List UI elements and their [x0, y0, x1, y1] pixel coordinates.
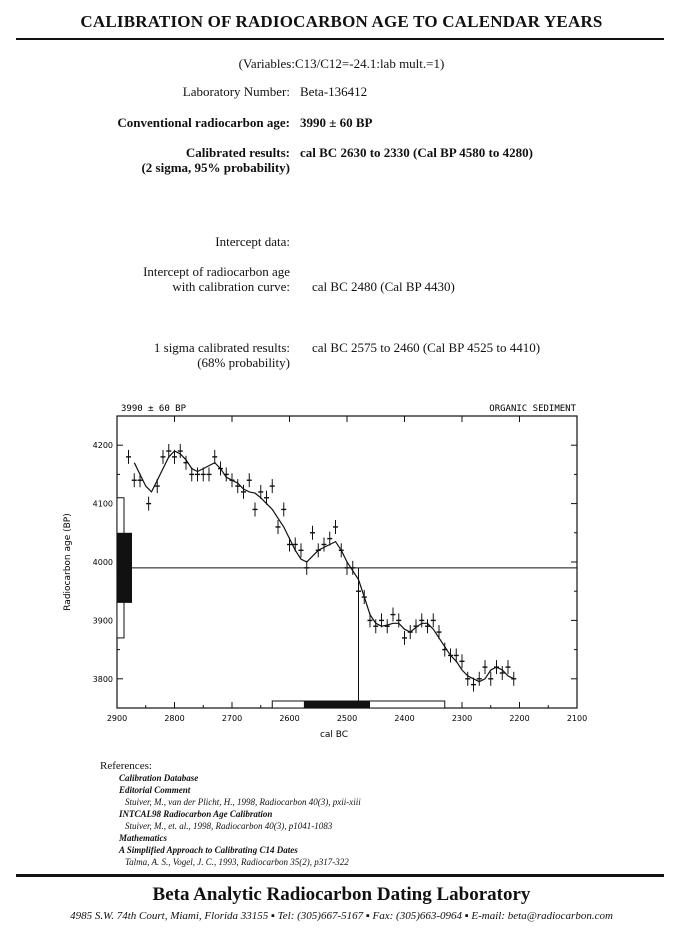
measured-age-line — [117, 568, 577, 708]
x-tick-label: 2900 — [106, 714, 128, 723]
x-tick-label: 2300 — [451, 714, 473, 723]
y-axis-label: Radiocarbon age (BP) — [63, 513, 73, 611]
sigma1-sub: (68% probability) — [197, 355, 290, 370]
page-title: CALIBRATION OF RADIOCARBON AGE TO CALENDAR YEARS — [80, 12, 603, 31]
sigma-bars — [117, 498, 445, 708]
header-rule — [16, 38, 664, 40]
y-tick-label: 4100 — [92, 499, 113, 509]
sigma1-label: 1 sigma calibrated results: — [153, 340, 290, 355]
y-tick-label: 4200 — [92, 441, 113, 451]
calibrated-sub: (2 sigma, 95% probability) — [141, 160, 290, 175]
calibrated-value: cal BC 2630 to 2330 (Cal BP 4580 to 4280) — [300, 145, 533, 160]
intercept-label-1: Intercept of radiocarbon age — [143, 264, 290, 279]
references-heading: References: — [100, 760, 152, 772]
reference-title: INTCAL98 Radiocarbon Age Calibration — [119, 809, 273, 819]
x-tick-label: 2600 — [279, 714, 300, 723]
sigma1-calendar-bar — [304, 701, 370, 708]
y-tick-label: 3900 — [92, 616, 113, 626]
conv-age-label: Conventional radiocarbon age: — [117, 115, 290, 130]
references — [100, 760, 361, 868]
x-tick-label: 2500 — [336, 714, 358, 723]
x-axis-label: cal BC — [319, 730, 349, 740]
reference-title: A Simplified Approach to Calibrating C14 Dates — [119, 845, 298, 855]
y-tick-label: 4000 — [92, 558, 113, 567]
lab-number-value: Beta-136412 — [300, 84, 368, 99]
reference-detail: Talma, A. S., Vogel, J. C., 1993, Radiocarbon 35(2), p317-322 — [125, 857, 349, 867]
x-tick-label: 2100 — [566, 714, 588, 723]
reference-detail: Stuiver, M., van der Plicht, H., 1998, Radiocarbon 40(3), pxii-xiii — [125, 797, 361, 807]
x-tick-label: 2700 — [221, 714, 243, 723]
footer-title: Beta Analytic Radiocarbon Dating Laboratory — [152, 884, 531, 905]
reference-detail: Stuiver, M., et. al., 1998, Radiocarbon 40(3), p1041-1083 — [125, 821, 333, 831]
calibration-curve — [134, 451, 514, 682]
x-tick-label: 2400 — [394, 714, 415, 723]
reference-title: Calibration Database — [119, 773, 199, 783]
x-tick-label: 2200 — [509, 714, 530, 723]
footer-rule — [16, 874, 664, 877]
sigma1-value: cal BC 2575 to 2460 (Cal BP 4525 to 4410) — [312, 340, 541, 355]
intercept-data-label: Intercept data: — [215, 234, 290, 249]
lab-number-label: Laboratory Number: — [182, 84, 290, 99]
calibration-chart — [0, 395, 683, 750]
conv-age-value: 3990 ± 60 BP — [300, 115, 373, 130]
reference-title: Editorial Comment — [119, 785, 191, 795]
chart-top-right-label: ORGANIC SEDIMENT — [489, 404, 576, 414]
x-tick-label: 2800 — [164, 714, 185, 723]
intercept-label-2: with calibration curve: — [172, 279, 290, 294]
intercept-value: cal BC 2480 (Cal BP 4430) — [312, 279, 455, 294]
y-tick-label: 3800 — [92, 674, 113, 684]
calibrated-label: Calibrated results: — [185, 145, 290, 160]
reference-title: Mathematics — [119, 833, 168, 843]
footer-address: 4985 S.W. 74th Court, Miami, Florida 33155 ▪ Tel: (305)667-5167 ▪ Fax: (305)663-0964 ▪ E-mail: beta@radiocarbon.com — [70, 910, 613, 922]
variables-line: (Variables:C13/C12=-24.1:lab mult.=1) — [238, 56, 445, 71]
chart-top-left-label: 3990 ± 60 BP — [121, 404, 187, 414]
